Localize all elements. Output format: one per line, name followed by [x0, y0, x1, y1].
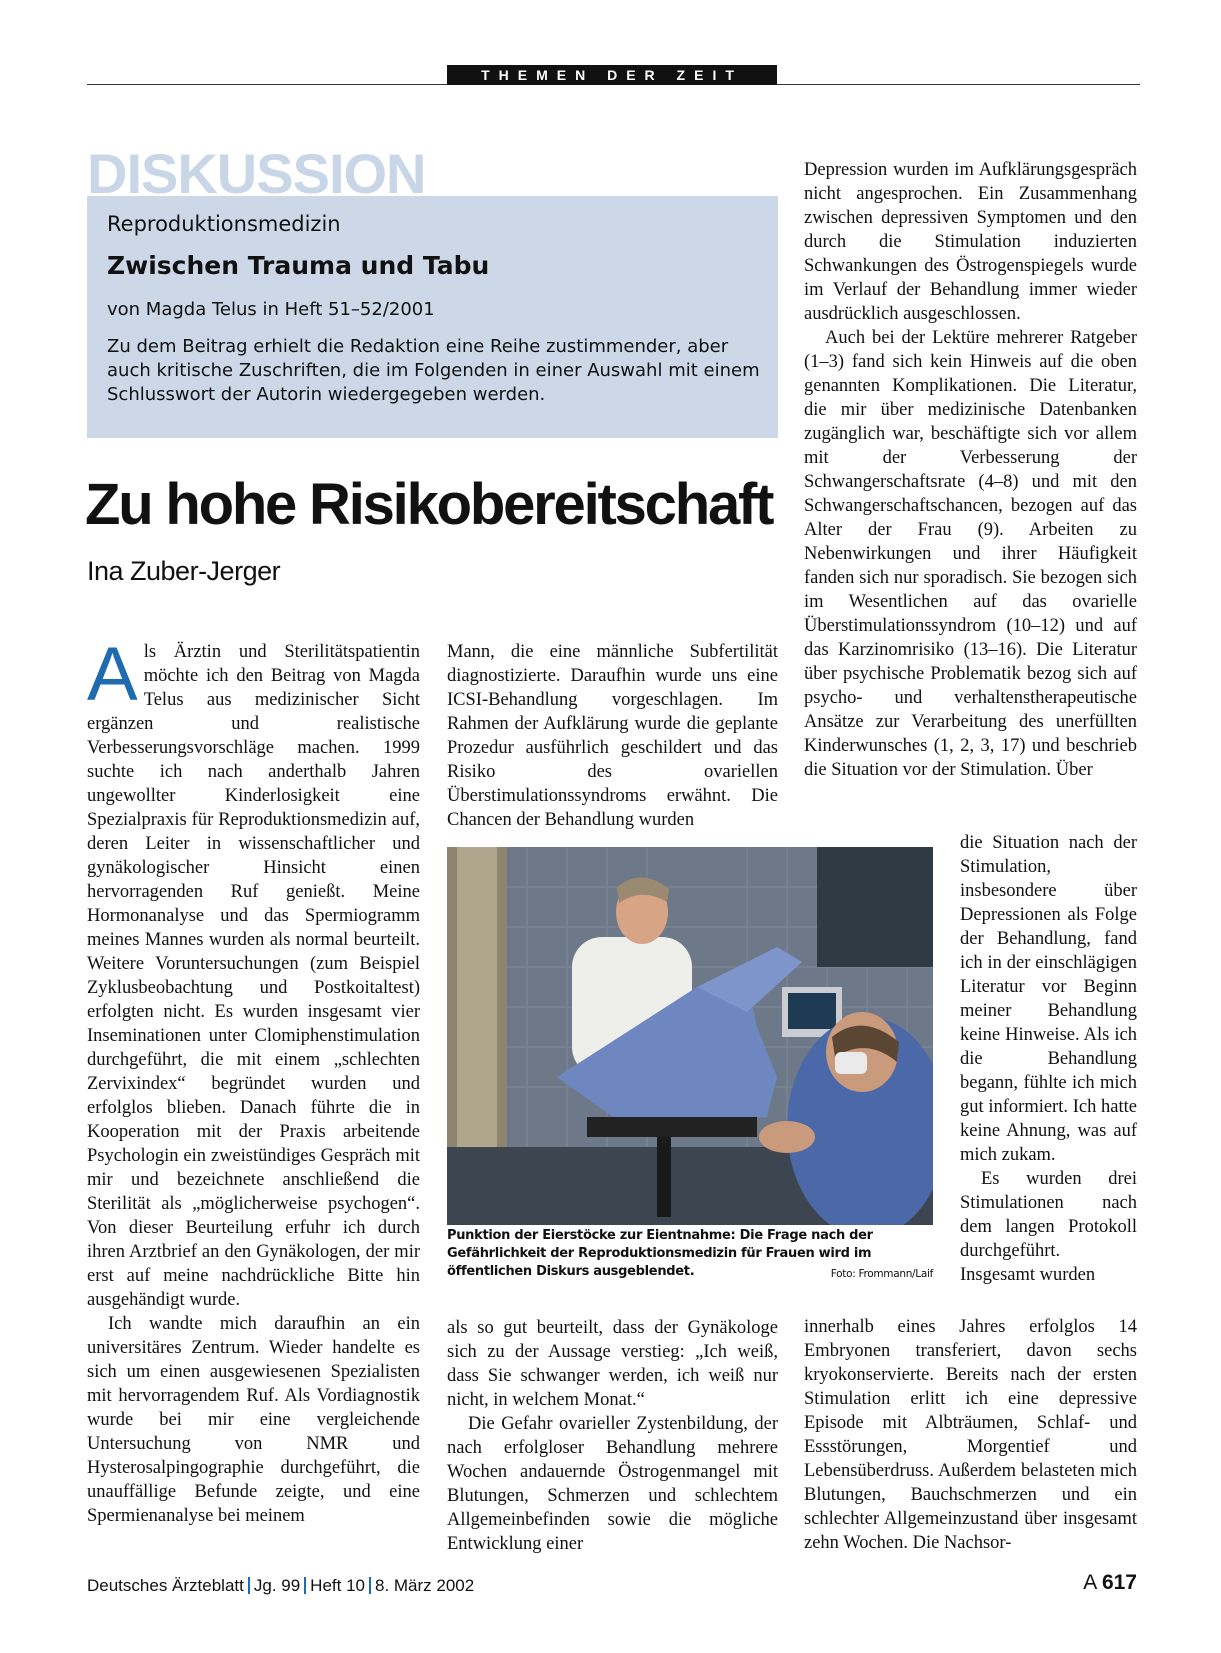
column-3-bottom	[804, 1315, 1137, 1555]
photo-credit: Foto: Frommann/Laif	[830, 1268, 933, 1280]
column-3-middle	[960, 831, 1137, 1287]
clinic-photo-illustration	[447, 847, 933, 1225]
page-number	[1083, 1571, 1137, 1595]
divider	[304, 1577, 306, 1594]
article-photo	[447, 847, 933, 1225]
column-2-top	[447, 640, 778, 832]
paragraph: die Situation nach der Stimulation, insbesondere über Depressionen als Folge der Behandlung, fand ich in der einschlägigen Literatur vor Beginn meiner Behandlung keine Hinweise. Als ich die Behandlung begann, fühlte ich mich gut informiert. Ich hatte keine Ahnung, was auf mich zukam.	[960, 833, 1137, 1165]
paragraph: Mann, die eine männliche Subfertilität diagnostizierte. Daraufhin wurde uns eine ICSI-Behandlung vorgeschlagen. Im Rahmen der Aufklärung wurde die geplante Prozedur ausführlich geschildert und das Risiko des ovariellen Überstimulationssyndroms erwähnt. Die Chancen der Behandlung wurden	[447, 642, 778, 830]
paragraph: Depression wurden im Aufklärungsgespräch nicht angesprochen. Ein Zusammenhang zwischen depressiven Symptomen und den durch die Stimulation induzierten Schwankungen des Östrogenspiegels wurde im Verlauf der Behandlung immer wieder ausdrücklich ausgeschlossen.	[804, 160, 1137, 324]
paragraph: innerhalb eines Jahres erfolglos 14 Embryonen transferiert, davon sechs kryokonservierte. Bereits nach der ersten Stimulation erlitt ich eine depressive Episode mit Albträumen, Schlaf- und Essstörungen, Morgentief und Lebensüberdruss. Außerdem belasteten mich Blutungen, Bauchschmerzen und ein schlechter Allgemeinzustand über insgesamt zehn Wochen. Die Nachsor-	[804, 1317, 1137, 1553]
divider	[248, 1577, 250, 1594]
discussion-category: Reproduktionsmedizin	[107, 212, 341, 236]
page-number-value: 617	[1101, 1571, 1137, 1594]
discussion-byline: von Magda Telus in Heft 51–52/2001	[107, 299, 435, 320]
paragraph: Es wurden drei Stimulationen nach dem langen Protokoll durchgeführt. Insgesamt wurden	[960, 1169, 1137, 1285]
caption-text: Punktion der Eierstöcke zur Eientnahme: Die Frage nach der Gefährlichkeit der Reproduktionsmedizin für Frauen wird im öffentlichen Diskurs ausgeblendet.	[447, 1228, 873, 1279]
article-title: Zu hohe Risikobereitschaft	[85, 472, 773, 537]
section-header: THEMEN DER ZEIT	[447, 65, 777, 85]
volume: Jg. 99	[253, 1576, 301, 1595]
drop-cap: A	[87, 632, 138, 717]
paragraph: Die Gefahr ovarieller Zystenbildung, der nach erfolgloser Behandlung mehrere Wochen andauernde Östrogenmangel mit Blutungen, Schmerzen und schlechtem Allgemeinbefinden sowie die mögliche Entwicklung einer	[447, 1414, 778, 1554]
paragraph: Ich wandte mich daraufhin an ein universitäres Zentrum. Wieder handelte es sich um einen ausgewiesenen Spezialisten mit hervorragendem Ruf. Als Vordiagnostik wurde bei mir eine vergleichende Untersuchung von NMR und Hysterosalpingographie durchgeführt, die unauffällige Befunde zeigte, und eine Spermienanalyse bei meinem	[87, 1314, 420, 1526]
issue-date: 8. März 2002	[374, 1576, 475, 1595]
column-2-bottom	[447, 1316, 778, 1556]
footer	[87, 1576, 474, 1596]
article-author: Ina Zuber-Jerger	[87, 556, 281, 586]
journal-name: Deutsches Ärzteblatt	[87, 1576, 244, 1595]
paragraph: Auch bei der Lektüre mehrerer Ratgeber (1–3) fand sich kein Hinweis auf die oben genannten Komplikationen. Die Literatur, die mir über medizinische Datenbanken zugänglich war, beschäftigte sich vor allem mit der Verbesserung der Schwangerschaftsrate (4–8) und mit den Schwangerschaftschancen, bezogen auf das Alter der Frau (9). Arbeiten zu Nebenwirkungen und ihrer Häufigkeit fanden sich nur sporadisch. Sie bezogen sich im Wesentlichen auf das ovarielle Überstimulationssyndrom (10–12) und auf das Karzinomrisiko (13–16). Die Literatur über psychische Problematik bezog sich auf psycho- und verhaltenstherapeutische Ansätze zur Verarbeitung des unerfüllten Kinderwunsches (1, 2, 3, 17) und beschrieb die Situation vor der Stimulation. Über	[804, 328, 1137, 780]
photo-caption	[447, 1227, 933, 1283]
page-prefix: A	[1083, 1571, 1097, 1594]
column-1	[87, 632, 420, 1528]
paragraph: als so gut beurteilt, dass der Gynäkologe sich zu der Aussage verstieg: „Ich weiß, dass Sie schwanger werden, ich weiß nur nicht, in welchem Monat.“	[447, 1318, 778, 1410]
discussion-title: Zwischen Trauma und Tabu	[107, 251, 490, 280]
paragraph: Als Ärztin und Sterilitätspatientin möchte ich den Beitrag von Magda Telus aus medizinischer Sicht ergänzen und realistische Verbesserungsvorschläge machen. 1999 suchte ich nach anderthalb Jahren ungewollter Kinderlosigkeit eine Spezialpraxis für Reproduktionsmedizin auf, deren Leiter in wissenschaftlicher und gynäkologischer Hinsicht einen hervorragenden Ruf genießt. Meine Hormonanalyse und das Spermiogramm meines Mannes wurden als normal beurteilt. Weitere Voruntersuchungen (zum Beispiel Zyklusbeobachtung und Postkoitaltest) erfolgten nicht. Es wurden insgesamt vier Inseminationen unter Clomiphenstimulation durchgeführt, die mit einem „schlechten Zervixindex“ begründet wurden und erfolglos blieben. Danach führte die in Kooperation mit der Praxis arbeitende Psychologin ein zweistündiges Gespräch mit mir und bezeichnete anschließend die Sterilität als „möglicherweise psychogen“. Von dieser Beurteilung erfuhr ich durch ihren Arztbrief an den Gynäkologen, der mir erst auf meine nachdrückliche Bitte hin ausgehändigt wurde.	[87, 632, 420, 1310]
discussion-label: DISKUSSION	[87, 142, 426, 205]
column-3-top	[804, 158, 1137, 782]
discussion-intro: Zu dem Beitrag erhielt die Redaktion eine Reihe zustimmender, aber auch kritische Zuschriften, die im Folgenden in einer Auswahl mit einem Schlusswort der Autorin wiedergegeben werden.	[107, 336, 760, 405]
issue: Heft 10	[310, 1576, 365, 1595]
divider	[369, 1577, 371, 1594]
